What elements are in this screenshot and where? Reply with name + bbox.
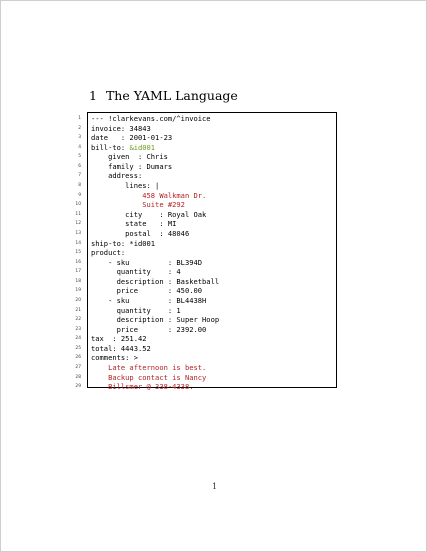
- code-text: comments: >: [91, 353, 138, 363]
- line-number: 6: [78, 163, 81, 169]
- code-line: [91, 315, 219, 325]
- code-string-text: Backup contact is Nancy: [91, 372, 207, 382]
- line-number: 21: [75, 307, 81, 313]
- code-line: [91, 200, 219, 210]
- line-number: 9: [78, 192, 81, 198]
- code-line: [91, 363, 219, 373]
- line-number: 16: [75, 259, 81, 265]
- code-text: product:: [91, 248, 126, 258]
- code-line: [91, 114, 219, 124]
- code-line: [91, 353, 219, 363]
- section-heading: [89, 88, 238, 103]
- code-text: tax : 251.42: [91, 334, 147, 344]
- code-text: lines: |: [91, 181, 160, 191]
- code-line: [91, 210, 219, 220]
- line-number: 19: [75, 288, 81, 294]
- code-text: - sku : BL4438H: [91, 295, 207, 305]
- code-line: [91, 334, 219, 344]
- code-text: price : 2392.00: [91, 324, 207, 334]
- code-line: [91, 219, 219, 229]
- code-text: state : MI: [91, 219, 177, 229]
- line-number: 28: [75, 374, 81, 380]
- code-text: quantity : 4: [91, 267, 181, 277]
- code-text: - sku : BL394D: [91, 257, 203, 267]
- section-number: 1: [89, 88, 97, 103]
- code-line: [91, 124, 219, 134]
- code-string-text: Suite #292: [91, 200, 185, 210]
- code-line: [91, 258, 219, 268]
- line-number: 27: [75, 365, 81, 371]
- code-line: [91, 133, 219, 143]
- code-text: description : Super Hoop: [91, 315, 220, 325]
- line-number: 4: [78, 144, 81, 150]
- line-number: 25: [75, 345, 81, 351]
- code-line: [91, 191, 219, 201]
- line-number: 2: [78, 125, 81, 131]
- line-number: 12: [75, 221, 81, 227]
- code-text: quantity : 1: [91, 305, 181, 315]
- line-number-gutter: [59, 114, 81, 392]
- line-number: 26: [75, 355, 81, 361]
- page-number: 1: [211, 482, 218, 491]
- code-text: given : Chris: [91, 152, 168, 162]
- code-listing: [91, 114, 219, 392]
- line-number: 23: [75, 326, 81, 332]
- code-line: [91, 306, 219, 316]
- code-text: postal : 48046: [91, 228, 190, 238]
- line-number: 3: [78, 135, 81, 141]
- code-line: [91, 286, 219, 296]
- line-number: 20: [75, 297, 81, 303]
- line-number: 14: [75, 240, 81, 246]
- line-number: 22: [75, 317, 81, 323]
- line-number: 11: [75, 211, 81, 217]
- code-text: family : Dumars: [91, 161, 173, 171]
- line-number: 7: [78, 173, 81, 179]
- line-number: 10: [75, 202, 81, 208]
- code-text: price : 450.00: [91, 286, 203, 296]
- code-text: description : Basketball: [91, 276, 220, 286]
- code-text: bill-to:: [91, 142, 130, 152]
- line-number: 18: [75, 278, 81, 284]
- code-line: [91, 143, 219, 153]
- code-line: [91, 248, 219, 258]
- code-text: invoice: 34843: [91, 123, 151, 133]
- code-text: ship-to: *id001: [91, 238, 156, 248]
- code-line: [91, 344, 219, 354]
- line-number: 29: [75, 384, 81, 390]
- line-number: 1: [78, 116, 81, 121]
- line-number: 24: [75, 336, 81, 342]
- code-string-text: Late afternoon is best.: [91, 363, 207, 373]
- code-text: address:: [91, 171, 143, 181]
- code-anchor-text: &id001: [129, 142, 156, 152]
- code-string-text: 458 Walkman Dr.: [91, 190, 207, 200]
- line-number: 13: [75, 230, 81, 236]
- line-number: 8: [78, 183, 81, 189]
- line-number: 5: [78, 154, 81, 160]
- code-line: [91, 382, 219, 392]
- code-line: [91, 277, 219, 287]
- code-text: total: 4443.52: [91, 343, 151, 353]
- code-string-text: Billsmer @ 338-4338.: [91, 382, 194, 392]
- code-text: date : 2001-01-23: [91, 133, 173, 143]
- code-line: [91, 296, 219, 306]
- code-line: [91, 373, 219, 383]
- code-line: [91, 162, 219, 172]
- code-text: --- !clarkevans.com/^invoice: [91, 114, 211, 123]
- code-line: [91, 229, 219, 239]
- section-title: The YAML Language: [105, 88, 238, 103]
- code-line: [91, 171, 219, 181]
- code-line: [91, 239, 219, 249]
- code-text: city : Royal Oak: [91, 209, 207, 219]
- line-number: 15: [75, 250, 81, 256]
- code-line: [91, 267, 219, 277]
- code-line: [91, 152, 219, 162]
- code-line: [91, 181, 219, 191]
- line-number: 17: [75, 269, 81, 275]
- code-line: [91, 325, 219, 335]
